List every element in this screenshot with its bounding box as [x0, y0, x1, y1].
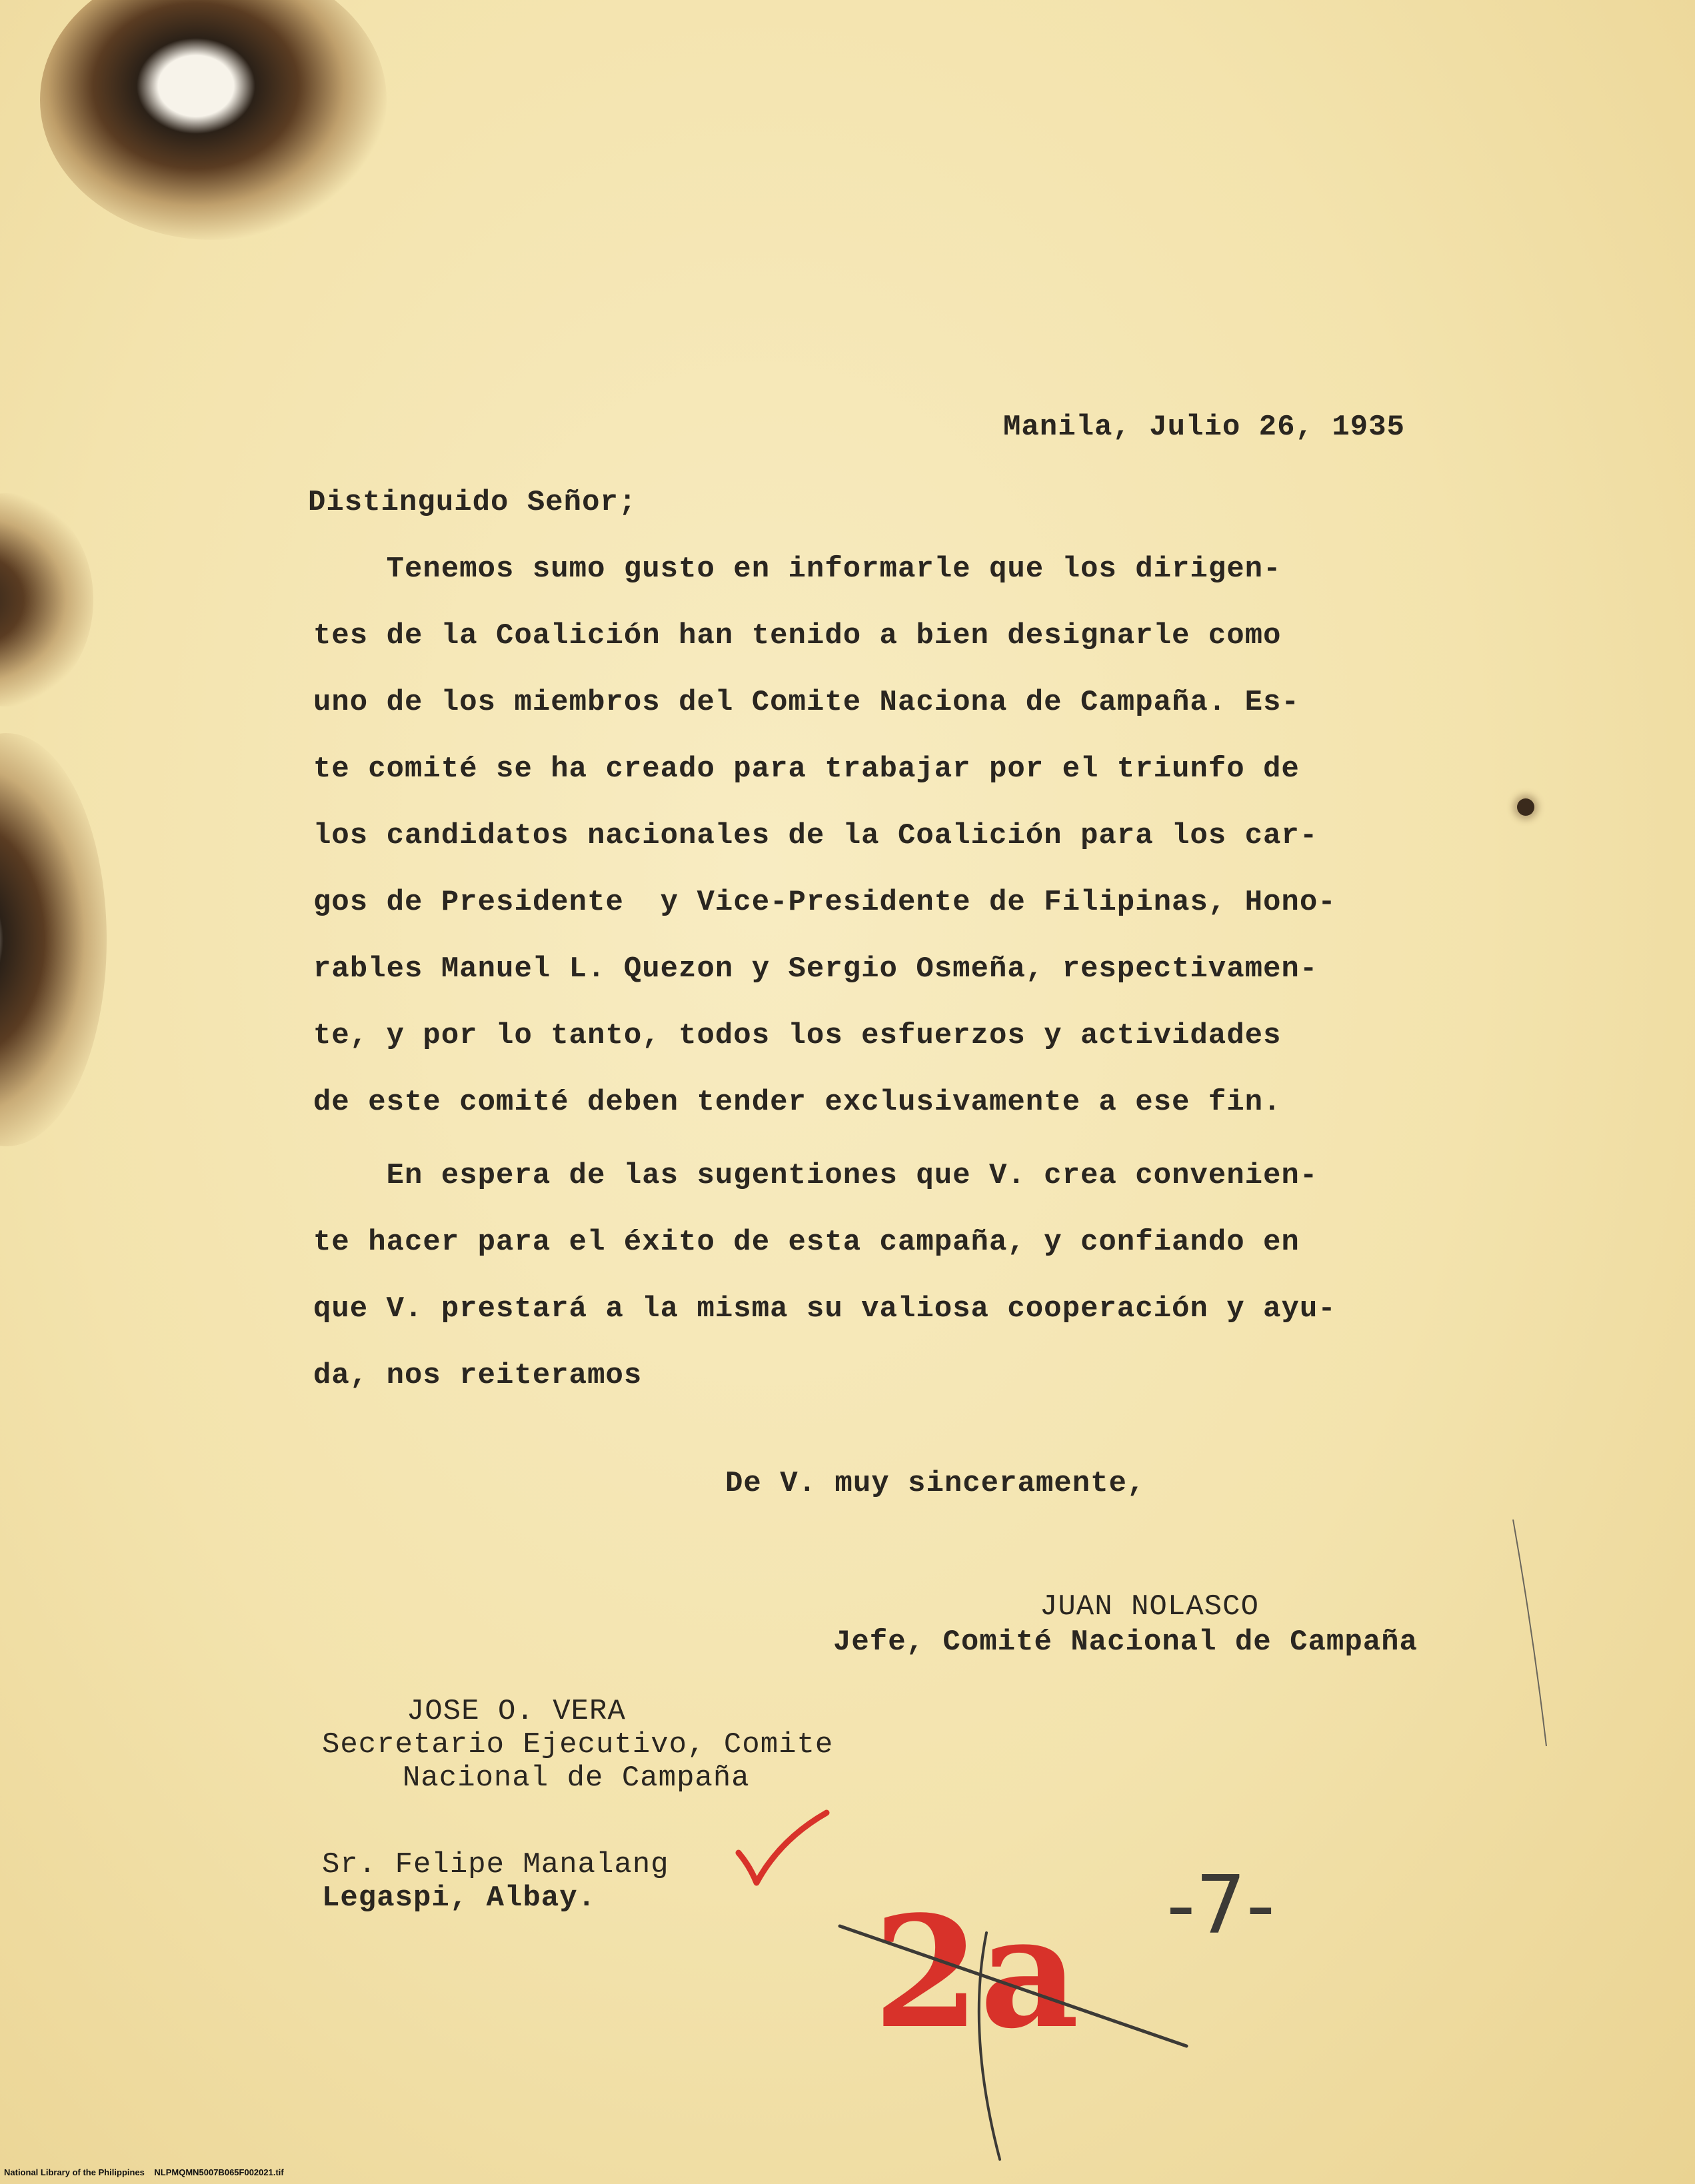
secretary-title-line2: Nacional de Campaña — [403, 1761, 750, 1795]
body-line: que V. prestará a la misma su valiosa cooperación y ayu- — [313, 1292, 1336, 1326]
letter-date: Manila, Julio 26, 1935 — [1003, 411, 1405, 444]
secretary-title-line1: Secretario Ejecutivo, Comite — [322, 1728, 834, 1761]
closing: De V. muy sinceramente, — [725, 1467, 1146, 1500]
red-note: 2a — [873, 1883, 1080, 2063]
body-line: uno de los miembros del Comite Naciona de Campaña. Es- — [313, 686, 1300, 719]
body-line: te hacer para el éxito de esta campaña, y confiando en — [313, 1226, 1300, 1259]
body-line: En espera de las sugentiones que V. crea convenien- — [313, 1159, 1318, 1192]
addressee-location: Legaspi, Albay. — [322, 1881, 597, 1915]
secretary-name: JOSE O. VERA — [407, 1695, 626, 1728]
body-line: tes de la Coalición han tenido a bien designarle como — [313, 619, 1282, 652]
ink-spot — [1517, 798, 1534, 816]
body-line: de este comité deben tender exclusivamente a ese fin. — [313, 1086, 1282, 1119]
body-line: Tenemos sumo gusto en informarle que los dirigen- — [313, 552, 1282, 586]
body-line: te, y por lo tanto, todos los esfuerzos y actividades — [313, 1019, 1282, 1052]
addressee-name: Sr. Felipe Manalang — [322, 1848, 669, 1881]
body-line: da, nos reiteramos — [313, 1359, 643, 1392]
salutation: Distinguido Señor; — [308, 486, 637, 519]
body-line: los candidatos nacionales de la Coalición para los car- — [313, 819, 1318, 852]
burn-damage-top — [40, 0, 387, 240]
burn-damage-left-upper — [0, 493, 93, 706]
footer-archive: National Library of the Philippines — [4, 2167, 145, 2177]
signatory-title: Jefe, Comité Nacional de Campaña — [833, 1626, 1418, 1659]
signatory-name: JUAN NOLASCO — [1040, 1590, 1259, 1624]
body-line: te comité se ha creado para trabajar por el triunfo de — [313, 752, 1300, 786]
archive-footer — [4, 2167, 284, 2178]
body-line: rables Manuel L. Quezon y Sergio Osmeña, respectivamen- — [313, 952, 1318, 986]
footer-file-id: NLPMQMN5007B065F002021.tif — [154, 2167, 284, 2177]
body-line: gos de Presidente y Vice-Presidente de Filipinas, Hono- — [313, 886, 1336, 919]
pencil-note: -7- — [1166, 1859, 1275, 1952]
burn-damage-left-lower — [0, 733, 107, 1146]
